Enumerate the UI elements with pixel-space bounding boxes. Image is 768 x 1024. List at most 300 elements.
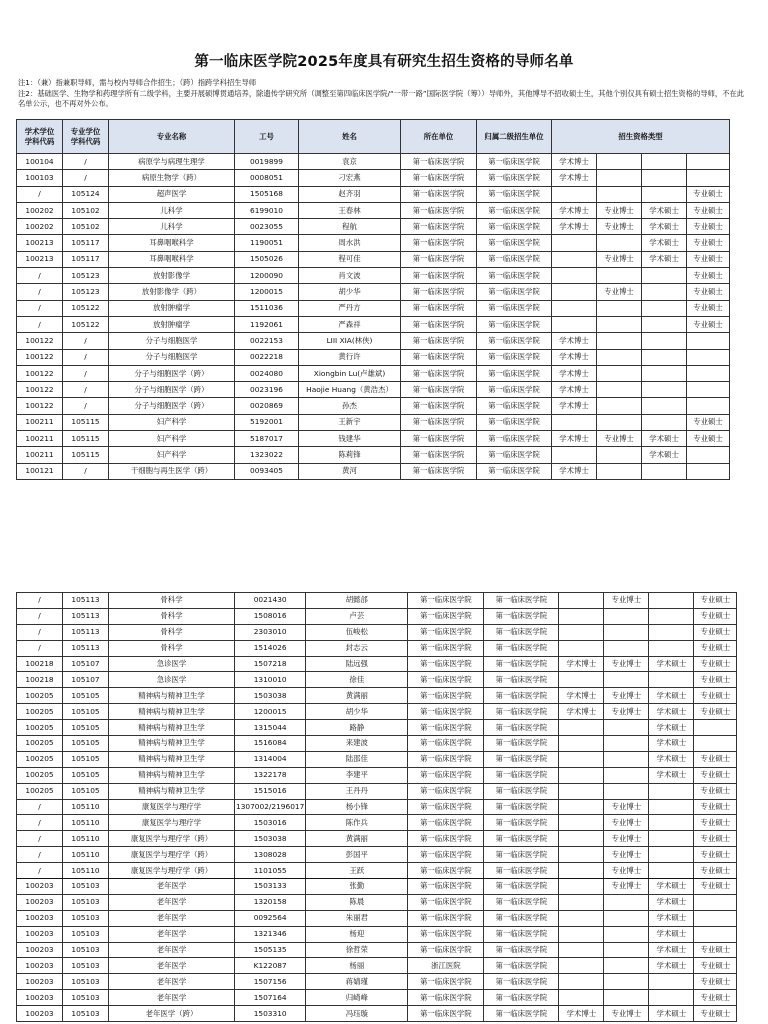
table-cell: 第一临床医学院 xyxy=(484,656,559,672)
table-cell: 第一临床医学院 xyxy=(401,284,477,300)
table-cell: 精神病与精神卫生学 xyxy=(109,688,235,704)
table-cell xyxy=(552,300,597,316)
table-cell: 学术硕士 xyxy=(642,219,687,235)
table-cell: 蒋婧瑾 xyxy=(306,974,408,990)
table-row xyxy=(17,767,737,783)
table-row xyxy=(17,316,730,332)
table-cell: 0019899 xyxy=(235,154,299,170)
table-cell: 放射肿瘤学 xyxy=(109,316,235,332)
table-cell: 学术硕士 xyxy=(649,751,694,767)
table-cell: 第一临床医学院 xyxy=(484,593,559,609)
table-cell: 第一临床医学院 xyxy=(484,799,559,815)
table-cell xyxy=(604,942,649,958)
table-cell: 第一临床医学院 xyxy=(408,736,484,752)
table-cell: 第一临床医学院 xyxy=(408,608,484,624)
table-cell: 第一临床医学院 xyxy=(408,624,484,640)
table-row xyxy=(17,958,737,974)
table-cell: 孙杰 xyxy=(299,398,401,414)
table-cell: 专业博士 xyxy=(597,431,642,447)
table-cell: 第一临床医学院 xyxy=(401,349,477,365)
table-cell: 康复医学与理疗学 xyxy=(109,799,235,815)
table-cell: 105110 xyxy=(63,831,109,847)
table-cell: 第一临床医学院 xyxy=(408,751,484,767)
notes xyxy=(18,78,748,110)
table-cell: 1321346 xyxy=(235,926,306,942)
table-cell: 专业博士 xyxy=(604,879,649,895)
table-cell xyxy=(597,235,642,251)
table-cell: 精神病与精神卫生学 xyxy=(109,783,235,799)
header-major-name: 专业名称 xyxy=(109,120,235,154)
table-cell: 周水洪 xyxy=(299,235,401,251)
table-cell: 第一临床医学院 xyxy=(401,300,477,316)
table-cell: 第一临床医学院 xyxy=(401,463,477,479)
table-cell: 105102 xyxy=(63,219,109,235)
table-cell xyxy=(642,382,687,398)
table-cell: 学术博士 xyxy=(552,219,597,235)
table-cell: 1190051 xyxy=(235,235,299,251)
table-cell: 1200015 xyxy=(235,284,299,300)
table-cell: 陈作兵 xyxy=(306,815,408,831)
table-row xyxy=(17,202,730,218)
table-cell: 急诊医学 xyxy=(109,672,235,688)
table-row xyxy=(17,688,737,704)
table-cell: 分子与细胞医学（跨） xyxy=(109,365,235,381)
table-cell: 第一临床医学院 xyxy=(401,251,477,267)
table-cell: 100122 xyxy=(17,349,63,365)
table-cell: 0008051 xyxy=(235,170,299,186)
table-row xyxy=(17,300,730,316)
table-cell: 第一临床医学院 xyxy=(484,847,559,863)
table-cell: 第一临床医学院 xyxy=(408,656,484,672)
table-row xyxy=(17,382,730,398)
table-cell xyxy=(649,831,694,847)
table-cell: 专业博士 xyxy=(597,251,642,267)
table-cell: 专业博士 xyxy=(604,704,649,720)
table-cell: 第一临床医学院 xyxy=(484,863,559,879)
table-row xyxy=(17,268,730,284)
table-cell: / xyxy=(63,154,109,170)
table-cell: 学术硕士 xyxy=(649,720,694,736)
table-cell: 1314004 xyxy=(235,751,306,767)
table-cell: 路静 xyxy=(306,720,408,736)
table-cell: 王新宇 xyxy=(299,414,401,430)
table-cell: 陈莉锋 xyxy=(299,447,401,463)
table-cell: 1505135 xyxy=(235,942,306,958)
table-cell xyxy=(552,284,597,300)
table-cell: 1315044 xyxy=(235,720,306,736)
table-cell: 5192001 xyxy=(235,414,299,430)
table-cell: 第一临床医学院 xyxy=(401,316,477,332)
table-cell: 105123 xyxy=(63,284,109,300)
table-row xyxy=(17,656,737,672)
table-row xyxy=(17,720,737,736)
table-cell xyxy=(694,910,737,926)
table-cell: / xyxy=(17,640,63,656)
table-cell: 第一临床医学院 xyxy=(477,463,552,479)
table-cell: 学术博士 xyxy=(559,704,604,720)
table-cell: 第一临床医学院 xyxy=(408,720,484,736)
table-row xyxy=(17,704,737,720)
table-cell xyxy=(597,382,642,398)
table-cell xyxy=(694,720,737,736)
table-cell: 105115 xyxy=(63,431,109,447)
table-cell: 儿科学 xyxy=(109,202,235,218)
table-cell: 专业硕士 xyxy=(694,783,737,799)
table-cell: 精神病与精神卫生学 xyxy=(109,704,235,720)
table-cell: 第一临床医学院 xyxy=(477,284,552,300)
table-cell xyxy=(604,958,649,974)
table-cell: 黄行许 xyxy=(299,349,401,365)
table-row xyxy=(17,414,730,430)
table-cell: 第一临床医学院 xyxy=(408,704,484,720)
table-cell: 105105 xyxy=(63,736,109,752)
table-cell xyxy=(559,608,604,624)
table-cell: 学术硕士 xyxy=(649,926,694,942)
table-cell: 100205 xyxy=(17,751,63,767)
table-row xyxy=(17,349,730,365)
table-cell: 第一临床医学院 xyxy=(401,235,477,251)
table-cell xyxy=(559,894,604,910)
table-cell xyxy=(687,447,730,463)
table-cell: 骨科学 xyxy=(109,624,235,640)
table-cell: 学术硕士 xyxy=(649,910,694,926)
table-cell xyxy=(559,815,604,831)
table-cell: 1310010 xyxy=(235,672,306,688)
table-cell: / xyxy=(17,316,63,332)
table-cell: 学术博士 xyxy=(559,688,604,704)
table-cell: / xyxy=(17,799,63,815)
table-cell: 第一临床医学院 xyxy=(477,170,552,186)
table-cell xyxy=(597,398,642,414)
table-cell: 学术博士 xyxy=(552,202,597,218)
table-cell: 1505026 xyxy=(235,251,299,267)
table-cell: 0022218 xyxy=(235,349,299,365)
table-cell: 康复医学与理疗学（跨） xyxy=(109,831,235,847)
header-academic-code: 学术学位 学科代码 xyxy=(17,120,63,154)
table-cell: 第一临床医学院 xyxy=(477,300,552,316)
table-cell xyxy=(649,863,694,879)
table-row xyxy=(17,847,737,863)
table-cell: 第一临床医学院 xyxy=(477,186,552,202)
table-cell: 1511036 xyxy=(235,300,299,316)
table-cell: 专业博士 xyxy=(604,656,649,672)
table-cell: 第一临床医学院 xyxy=(477,431,552,447)
table-cell: 专业博士 xyxy=(604,688,649,704)
table-cell: 0092564 xyxy=(235,910,306,926)
table-cell xyxy=(604,640,649,656)
table-cell: 专业硕士 xyxy=(694,751,737,767)
table-cell: 0023055 xyxy=(235,219,299,235)
table-cell: K122087 xyxy=(235,958,306,974)
table-cell xyxy=(642,463,687,479)
table-cell: 第一临床医学院 xyxy=(408,593,484,609)
table-cell xyxy=(559,672,604,688)
table-cell: 1514026 xyxy=(235,640,306,656)
table-cell: 专业硕士 xyxy=(687,235,730,251)
table-row xyxy=(17,431,730,447)
table-cell xyxy=(687,170,730,186)
table-cell: 妇产科学 xyxy=(109,447,235,463)
table-cell xyxy=(597,170,642,186)
table-cell: 专业硕士 xyxy=(687,316,730,332)
table-row xyxy=(17,942,737,958)
table-cell: 专业硕士 xyxy=(694,831,737,847)
table-cell: 105105 xyxy=(63,688,109,704)
table-cell xyxy=(642,284,687,300)
table-cell: 病原学与病理生理学 xyxy=(109,154,235,170)
table-cell: 学术硕士 xyxy=(649,704,694,720)
table-row xyxy=(17,365,730,381)
table-cell: 第一临床医学院 xyxy=(484,926,559,942)
table-cell: 学术硕士 xyxy=(642,202,687,218)
table-cell: 105123 xyxy=(63,268,109,284)
table-cell: 肖文波 xyxy=(299,268,401,284)
table-cell xyxy=(649,974,694,990)
table-cell: 第一临床医学院 xyxy=(484,879,559,895)
table-row xyxy=(17,186,730,202)
table-cell: 伍峻松 xyxy=(306,624,408,640)
table-row xyxy=(17,783,737,799)
table-cell: 专业硕士 xyxy=(694,608,737,624)
table-cell xyxy=(642,300,687,316)
table-cell: 1503038 xyxy=(235,688,306,704)
table-cell: 100205 xyxy=(17,767,63,783)
table-cell: 1308028 xyxy=(235,847,306,863)
table-cell: 骨科学 xyxy=(109,640,235,656)
table-cell xyxy=(597,186,642,202)
table-row xyxy=(17,926,737,942)
table-cell xyxy=(559,990,604,1006)
table-cell xyxy=(597,349,642,365)
table-cell: 专业硕士 xyxy=(687,251,730,267)
table-cell xyxy=(552,268,597,284)
header-qualification-type: 招生资格类型 xyxy=(552,120,730,154)
table-row xyxy=(17,815,737,831)
table-cell: 105103 xyxy=(63,942,109,958)
table-cell: 徐哲荣 xyxy=(306,942,408,958)
table-cell: 第一临床医学院 xyxy=(408,974,484,990)
table-cell xyxy=(552,447,597,463)
table-cell: 第一临床医学院 xyxy=(401,219,477,235)
table-header-row xyxy=(17,120,730,154)
table-cell: 分子与细胞医学（跨） xyxy=(109,382,235,398)
note-2: 注2：基础医学、生物学和药理学所有二级学科，主要开展硕博贯通培养，除遗传学研究所（调整至第四临床医学院/“一带一路”国际医学院（筹））导师外，其他博导不招收硕士生，其他个别仅具有硕士招生资格的导师，不在此名单公示，也不再对外公布。 xyxy=(18,88,745,108)
header-unit: 所在单位 xyxy=(401,120,477,154)
table-cell: 105103 xyxy=(63,1006,109,1022)
header-staff-id: 工号 xyxy=(235,120,299,154)
table-cell: 专业硕士 xyxy=(694,688,737,704)
table-cell: 105115 xyxy=(63,414,109,430)
table-cell: 100205 xyxy=(17,783,63,799)
table-cell: 第一临床医学院 xyxy=(408,688,484,704)
table-cell: 放射影像学（跨） xyxy=(109,284,235,300)
table-cell: 第一临床医学院 xyxy=(477,251,552,267)
table-row xyxy=(17,894,737,910)
table-cell: 0022153 xyxy=(235,333,299,349)
table-cell: 100218 xyxy=(17,656,63,672)
table-cell: 1503038 xyxy=(235,831,306,847)
table-cell xyxy=(597,268,642,284)
table-cell: 专业硕士 xyxy=(687,284,730,300)
table-cell: 第一临床医学院 xyxy=(477,349,552,365)
table-cell: 100203 xyxy=(17,894,63,910)
table-cell: 105107 xyxy=(63,656,109,672)
table-cell: / xyxy=(17,268,63,284)
table-cell: 1320158 xyxy=(235,894,306,910)
table-cell: 胡懿郃 xyxy=(306,593,408,609)
table-cell: 专业硕士 xyxy=(687,414,730,430)
table-cell: 第一临床医学院 xyxy=(477,414,552,430)
table-cell: 1515016 xyxy=(235,783,306,799)
table-cell xyxy=(559,831,604,847)
table-cell xyxy=(604,608,649,624)
table-cell: 专业硕士 xyxy=(694,990,737,1006)
table-cell: 第一临床医学院 xyxy=(484,942,559,958)
table-cell: 100104 xyxy=(17,154,63,170)
table-cell: 彭国平 xyxy=(306,847,408,863)
table-cell xyxy=(642,398,687,414)
note-1: 注1：（兼）指兼职导师，需与校内导师合作招生；（跨）指跨学科招生导师 xyxy=(18,78,257,87)
page-title: 第一临床医学院2025年度具有研究生招生资格的导师名单 xyxy=(194,54,574,70)
table-cell xyxy=(597,365,642,381)
table-cell xyxy=(597,300,642,316)
table-cell: 第一临床医学院 xyxy=(484,624,559,640)
table-cell: 第一临床医学院 xyxy=(401,398,477,414)
table-cell: 第一临床医学院 xyxy=(484,974,559,990)
table-cell: 老年医学 xyxy=(109,974,235,990)
table-cell: 第一临床医学院 xyxy=(484,894,559,910)
table-cell: Haojie Huang（黄浩杰） xyxy=(299,382,401,398)
table-cell: 第一临床医学院 xyxy=(484,688,559,704)
table-cell xyxy=(649,624,694,640)
table-cell: 学术硕士 xyxy=(642,431,687,447)
table-cell: 第一临床医学院 xyxy=(408,926,484,942)
table-cell: 0021430 xyxy=(235,593,306,609)
table-cell: 105103 xyxy=(63,894,109,910)
table-cell: 分子与细胞医学 xyxy=(109,333,235,349)
table-cell: 超声医学 xyxy=(109,186,235,202)
table-cell: 学术博士 xyxy=(552,333,597,349)
table-cell xyxy=(604,751,649,767)
table-cell: 老年医学 xyxy=(109,942,235,958)
table-cell: 程航 xyxy=(299,219,401,235)
table-cell: 第一临床医学院 xyxy=(408,910,484,926)
table-cell: 1503016 xyxy=(235,815,306,831)
table-cell: 0024080 xyxy=(235,365,299,381)
table-cell: 黄河 xyxy=(299,463,401,479)
table-cell xyxy=(604,624,649,640)
table-cell: 分子与细胞医学 xyxy=(109,349,235,365)
table-cell xyxy=(552,235,597,251)
table-cell: 第一临床医学院 xyxy=(408,672,484,688)
table-cell: 学术博士 xyxy=(552,154,597,170)
table-cell: 学术博士 xyxy=(559,1006,604,1022)
table-cell xyxy=(687,382,730,398)
table-cell: 专业硕士 xyxy=(694,1006,737,1022)
table-cell: 杨迎 xyxy=(306,926,408,942)
table-cell: 专业硕士 xyxy=(694,799,737,815)
table-cell: 专业博士 xyxy=(597,202,642,218)
table-cell: 专业硕士 xyxy=(694,863,737,879)
table-cell: 100103 xyxy=(17,170,63,186)
table-cell: 耳鼻咽喉科学 xyxy=(109,251,235,267)
table-cell: 康复医学与理疗学（跨） xyxy=(109,863,235,879)
table-row xyxy=(17,284,730,300)
table-cell xyxy=(649,593,694,609)
table-cell: 100122 xyxy=(17,365,63,381)
table-cell: 胡少华 xyxy=(306,704,408,720)
table-cell: 第一临床医学院 xyxy=(477,154,552,170)
table-cell: 第一临床医学院 xyxy=(477,382,552,398)
table-cell: 学术博士 xyxy=(552,463,597,479)
table-cell xyxy=(649,990,694,1006)
table-cell: 专业硕士 xyxy=(687,431,730,447)
table-cell xyxy=(642,333,687,349)
table-cell: 刁宏燕 xyxy=(299,170,401,186)
table-cell: 分子与细胞医学（跨） xyxy=(109,398,235,414)
table-cell: 归崎峰 xyxy=(306,990,408,1006)
table-cell: 105105 xyxy=(63,704,109,720)
table-cell xyxy=(604,736,649,752)
table-cell xyxy=(642,268,687,284)
table-cell: 骨科学 xyxy=(109,608,235,624)
table-cell: 第一临床医学院 xyxy=(484,1006,559,1022)
table-cell: 陈晨 xyxy=(306,894,408,910)
table-cell: 第一临床医学院 xyxy=(401,154,477,170)
table-cell: 陆远强 xyxy=(306,656,408,672)
table-cell: 黄满丽 xyxy=(306,688,408,704)
table-cell xyxy=(604,720,649,736)
table-cell: 0093405 xyxy=(235,463,299,479)
table-cell: 第一临床医学院 xyxy=(484,640,559,656)
table-cell: / xyxy=(17,847,63,863)
table-cell: 老年医学 xyxy=(109,879,235,895)
table-row xyxy=(17,154,730,170)
table-row xyxy=(17,751,737,767)
table-cell: 专业硕士 xyxy=(694,974,737,990)
table-cell: 王春林 xyxy=(299,202,401,218)
table-cell: 第一临床医学院 xyxy=(408,831,484,847)
table-cell: 105105 xyxy=(63,783,109,799)
table-cell: 第一临床医学院 xyxy=(401,414,477,430)
table-cell: / xyxy=(17,863,63,879)
table-cell xyxy=(642,414,687,430)
table-row xyxy=(17,170,730,186)
table-row xyxy=(17,333,730,349)
table-cell: 专业硕士 xyxy=(694,624,737,640)
table-cell: 第一临床医学院 xyxy=(408,799,484,815)
table-cell: 张勤 xyxy=(306,879,408,895)
table-cell: 第一临床医学院 xyxy=(401,170,477,186)
table-cell: 第一临床医学院 xyxy=(477,268,552,284)
table-row xyxy=(17,863,737,879)
table-cell: 100205 xyxy=(17,688,63,704)
table-cell: 专业硕士 xyxy=(694,704,737,720)
table-cell: 100213 xyxy=(17,251,63,267)
table-cell: 1503133 xyxy=(235,879,306,895)
table-cell: 第一临床医学院 xyxy=(477,398,552,414)
table-cell: 专业博士 xyxy=(597,219,642,235)
table-cell xyxy=(604,767,649,783)
table-cell: 封志云 xyxy=(306,640,408,656)
table-cell: 冯珏璇 xyxy=(306,1006,408,1022)
table-cell: 100213 xyxy=(17,235,63,251)
table-cell: 1192061 xyxy=(235,316,299,332)
table-cell: 105113 xyxy=(63,608,109,624)
table-cell: 老年医学 xyxy=(109,990,235,1006)
header-enrollment-unit: 归属二级招生单位 xyxy=(477,120,552,154)
table-cell: 精神病与精神卫生学 xyxy=(109,720,235,736)
